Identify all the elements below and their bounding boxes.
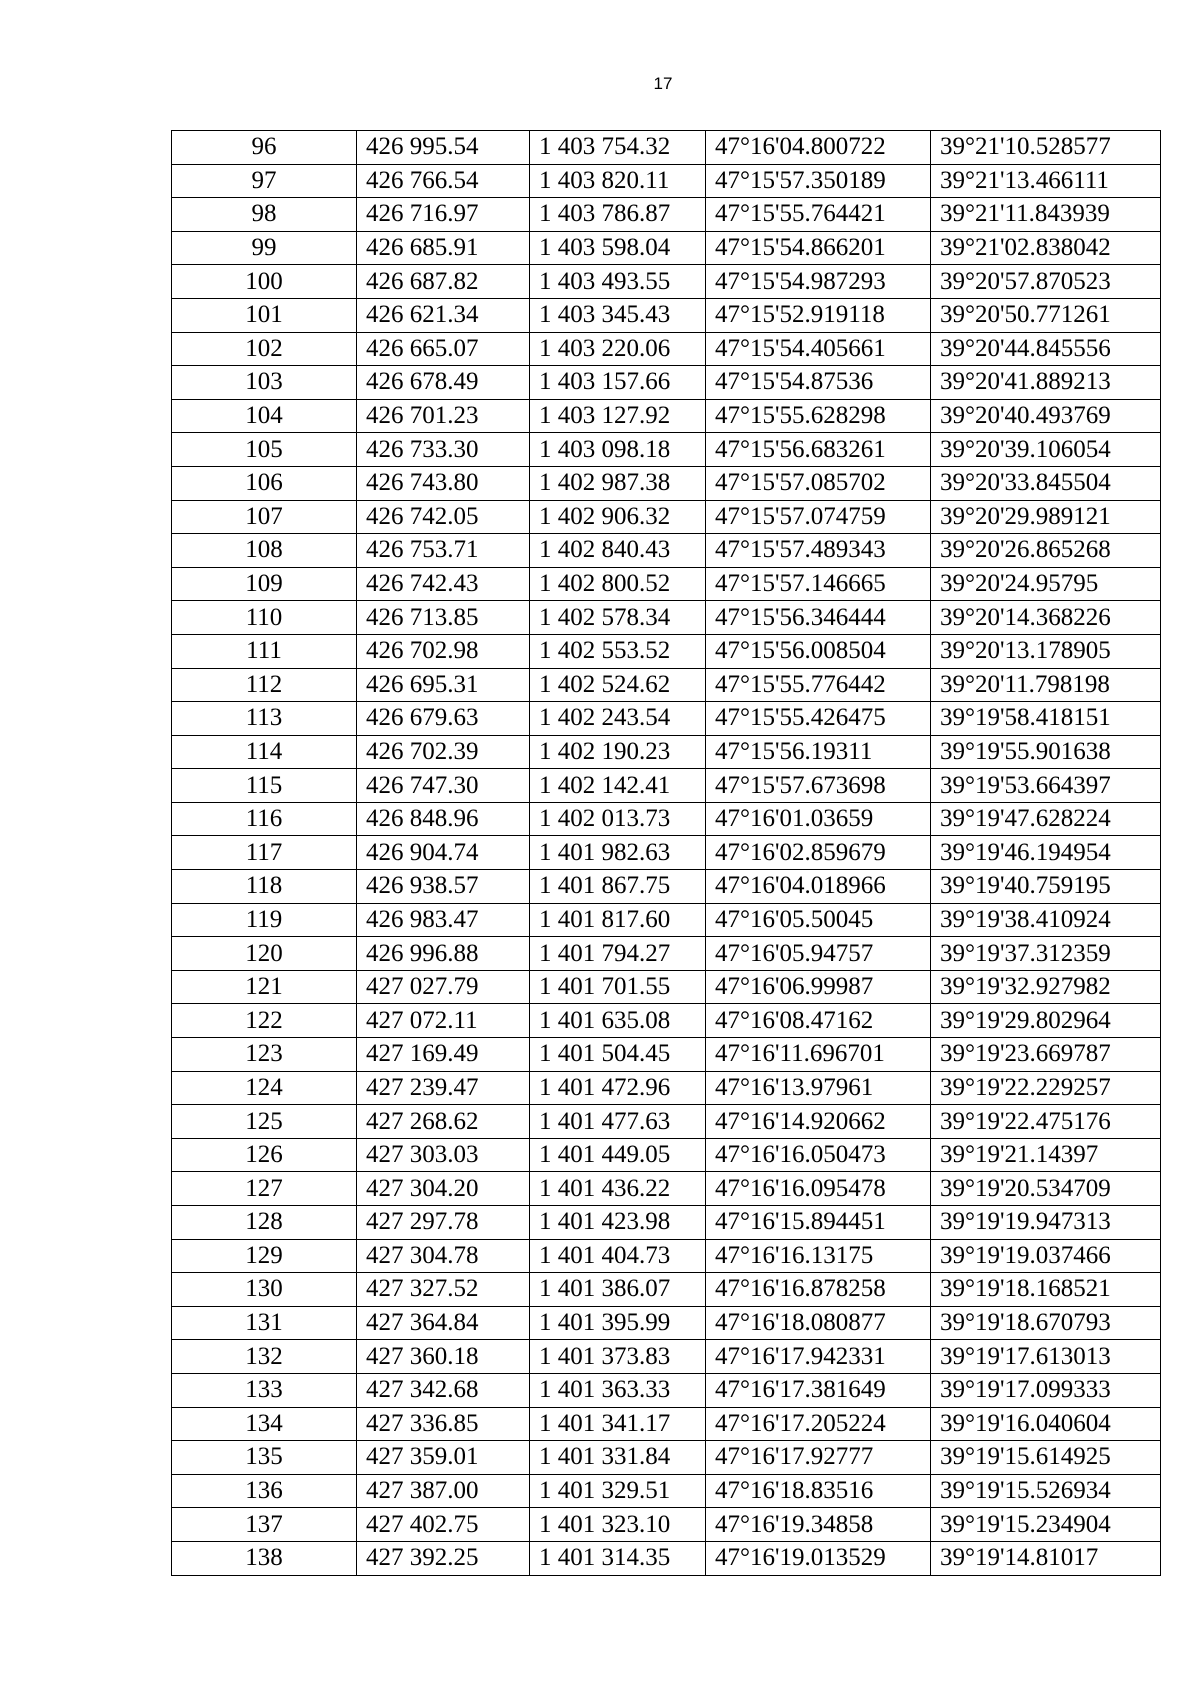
point-number-cell: 114 xyxy=(172,735,357,769)
table-row xyxy=(172,1071,1161,1105)
x-coordinate-cell: 427 169.49 xyxy=(357,1038,530,1072)
x-coordinate-cell: 426 743.80 xyxy=(357,466,530,500)
x-coordinate-cell: 427 392.25 xyxy=(357,1541,530,1575)
table-row xyxy=(172,1206,1161,1240)
y-coordinate-cell: 1 402 190.23 xyxy=(530,735,706,769)
x-coordinate-cell: 427 239.47 xyxy=(357,1071,530,1105)
longitude-cell: 39°19'55.901638 xyxy=(931,735,1161,769)
latitude-cell: 47°16'05.50045 xyxy=(706,903,931,937)
table-row xyxy=(172,1508,1161,1542)
latitude-cell: 47°15'55.764421 xyxy=(706,198,931,232)
longitude-cell: 39°20'39.106054 xyxy=(931,433,1161,467)
point-number-cell: 125 xyxy=(172,1105,357,1139)
longitude-cell: 39°21'13.466111 xyxy=(931,164,1161,198)
latitude-cell: 47°15'56.19311 xyxy=(706,735,931,769)
point-number-cell: 113 xyxy=(172,702,357,736)
y-coordinate-cell: 1 402 987.38 xyxy=(530,466,706,500)
x-coordinate-cell: 426 742.05 xyxy=(357,500,530,534)
point-number-cell: 96 xyxy=(172,131,357,165)
x-coordinate-cell: 426 848.96 xyxy=(357,802,530,836)
point-number-cell: 124 xyxy=(172,1071,357,1105)
longitude-cell: 39°19'37.312359 xyxy=(931,937,1161,971)
table-row xyxy=(172,131,1161,165)
y-coordinate-cell: 1 403 786.87 xyxy=(530,198,706,232)
x-coordinate-cell: 426 983.47 xyxy=(357,903,530,937)
latitude-cell: 47°15'57.146665 xyxy=(706,567,931,601)
y-coordinate-cell: 1 401 701.55 xyxy=(530,970,706,1004)
x-coordinate-cell: 427 297.78 xyxy=(357,1206,530,1240)
y-coordinate-cell: 1 401 867.75 xyxy=(530,870,706,904)
x-coordinate-cell: 426 747.30 xyxy=(357,769,530,803)
x-coordinate-cell: 427 342.68 xyxy=(357,1373,530,1407)
longitude-cell: 39°19'58.418151 xyxy=(931,702,1161,736)
table-row xyxy=(172,1004,1161,1038)
x-coordinate-cell: 426 766.54 xyxy=(357,164,530,198)
table-row xyxy=(172,298,1161,332)
latitude-cell: 47°16'08.47162 xyxy=(706,1004,931,1038)
latitude-cell: 47°16'14.920662 xyxy=(706,1105,931,1139)
point-number-cell: 105 xyxy=(172,433,357,467)
x-coordinate-cell: 427 359.01 xyxy=(357,1441,530,1475)
table-row xyxy=(172,500,1161,534)
latitude-cell: 47°15'56.683261 xyxy=(706,433,931,467)
x-coordinate-cell: 426 621.34 xyxy=(357,298,530,332)
latitude-cell: 47°15'55.426475 xyxy=(706,702,931,736)
longitude-cell: 39°19'21.14397 xyxy=(931,1138,1161,1172)
point-number-cell: 97 xyxy=(172,164,357,198)
latitude-cell: 47°16'06.99987 xyxy=(706,970,931,1004)
table-row xyxy=(172,970,1161,1004)
longitude-cell: 39°19'16.040604 xyxy=(931,1407,1161,1441)
y-coordinate-cell: 1 401 386.07 xyxy=(530,1273,706,1307)
y-coordinate-cell: 1 402 906.32 xyxy=(530,500,706,534)
point-number-cell: 127 xyxy=(172,1172,357,1206)
point-number-cell: 132 xyxy=(172,1340,357,1374)
x-coordinate-cell: 426 678.49 xyxy=(357,366,530,400)
x-coordinate-cell: 427 387.00 xyxy=(357,1474,530,1508)
y-coordinate-cell: 1 401 329.51 xyxy=(530,1474,706,1508)
longitude-cell: 39°19'22.475176 xyxy=(931,1105,1161,1139)
page-number: 17 xyxy=(653,74,673,93)
x-coordinate-cell: 426 687.82 xyxy=(357,265,530,299)
longitude-cell: 39°19'18.670793 xyxy=(931,1306,1161,1340)
table-row xyxy=(172,937,1161,971)
latitude-cell: 47°16'17.205224 xyxy=(706,1407,931,1441)
table-row xyxy=(172,466,1161,500)
longitude-cell: 39°19'15.526934 xyxy=(931,1474,1161,1508)
latitude-cell: 47°15'56.346444 xyxy=(706,601,931,635)
y-coordinate-cell: 1 401 323.10 xyxy=(530,1508,706,1542)
point-number-cell: 102 xyxy=(172,332,357,366)
x-coordinate-cell: 427 303.03 xyxy=(357,1138,530,1172)
point-number-cell: 116 xyxy=(172,802,357,836)
longitude-cell: 39°20'29.989121 xyxy=(931,500,1161,534)
table-row xyxy=(172,433,1161,467)
table-row xyxy=(172,601,1161,635)
latitude-cell: 47°15'52.919118 xyxy=(706,298,931,332)
table-row xyxy=(172,1407,1161,1441)
y-coordinate-cell: 1 401 477.63 xyxy=(530,1105,706,1139)
x-coordinate-cell: 426 716.97 xyxy=(357,198,530,232)
latitude-cell: 47°15'54.987293 xyxy=(706,265,931,299)
table-row xyxy=(172,1239,1161,1273)
point-number-cell: 100 xyxy=(172,265,357,299)
longitude-cell: 39°19'19.947313 xyxy=(931,1206,1161,1240)
longitude-cell: 39°21'10.528577 xyxy=(931,131,1161,165)
y-coordinate-cell: 1 401 635.08 xyxy=(530,1004,706,1038)
x-coordinate-cell: 426 733.30 xyxy=(357,433,530,467)
x-coordinate-cell: 427 072.11 xyxy=(357,1004,530,1038)
table-row xyxy=(172,231,1161,265)
point-number-cell: 110 xyxy=(172,601,357,635)
longitude-cell: 39°19'23.669787 xyxy=(931,1038,1161,1072)
x-coordinate-cell: 427 360.18 xyxy=(357,1340,530,1374)
y-coordinate-cell: 1 402 578.34 xyxy=(530,601,706,635)
table-row xyxy=(172,1105,1161,1139)
longitude-cell: 39°20'57.870523 xyxy=(931,265,1161,299)
latitude-cell: 47°15'54.866201 xyxy=(706,231,931,265)
point-number-cell: 98 xyxy=(172,198,357,232)
table-row xyxy=(172,1038,1161,1072)
latitude-cell: 47°16'17.942331 xyxy=(706,1340,931,1374)
point-number-cell: 126 xyxy=(172,1138,357,1172)
table-row xyxy=(172,903,1161,937)
x-coordinate-cell: 426 995.54 xyxy=(357,131,530,165)
table-row xyxy=(172,1138,1161,1172)
latitude-cell: 47°16'18.83516 xyxy=(706,1474,931,1508)
longitude-cell: 39°19'40.759195 xyxy=(931,870,1161,904)
y-coordinate-cell: 1 401 363.33 xyxy=(530,1373,706,1407)
x-coordinate-cell: 427 268.62 xyxy=(357,1105,530,1139)
y-coordinate-cell: 1 403 493.55 xyxy=(530,265,706,299)
y-coordinate-cell: 1 402 142.41 xyxy=(530,769,706,803)
point-number-cell: 122 xyxy=(172,1004,357,1038)
table-row xyxy=(172,836,1161,870)
point-number-cell: 112 xyxy=(172,668,357,702)
x-coordinate-cell: 426 904.74 xyxy=(357,836,530,870)
y-coordinate-cell: 1 401 817.60 xyxy=(530,903,706,937)
longitude-cell: 39°20'44.845556 xyxy=(931,332,1161,366)
point-number-cell: 109 xyxy=(172,567,357,601)
x-coordinate-cell: 427 304.78 xyxy=(357,1239,530,1273)
x-coordinate-cell: 426 938.57 xyxy=(357,870,530,904)
longitude-cell: 39°19'38.410924 xyxy=(931,903,1161,937)
table-row xyxy=(172,802,1161,836)
x-coordinate-cell: 426 702.98 xyxy=(357,634,530,668)
table-row xyxy=(172,634,1161,668)
latitude-cell: 47°15'57.350189 xyxy=(706,164,931,198)
y-coordinate-cell: 1 401 504.45 xyxy=(530,1038,706,1072)
latitude-cell: 47°15'57.673698 xyxy=(706,769,931,803)
latitude-cell: 47°16'01.03659 xyxy=(706,802,931,836)
coordinates-table-body xyxy=(172,131,1161,1576)
longitude-cell: 39°19'46.194954 xyxy=(931,836,1161,870)
x-coordinate-cell: 427 327.52 xyxy=(357,1273,530,1307)
y-coordinate-cell: 1 403 127.92 xyxy=(530,399,706,433)
latitude-cell: 47°15'54.87536 xyxy=(706,366,931,400)
x-coordinate-cell: 427 402.75 xyxy=(357,1508,530,1542)
y-coordinate-cell: 1 402 800.52 xyxy=(530,567,706,601)
table-row xyxy=(172,198,1161,232)
x-coordinate-cell: 426 742.43 xyxy=(357,567,530,601)
y-coordinate-cell: 1 401 314.35 xyxy=(530,1541,706,1575)
x-coordinate-cell: 426 996.88 xyxy=(357,937,530,971)
point-number-cell: 133 xyxy=(172,1373,357,1407)
y-coordinate-cell: 1 403 820.11 xyxy=(530,164,706,198)
point-number-cell: 118 xyxy=(172,870,357,904)
latitude-cell: 47°16'19.013529 xyxy=(706,1541,931,1575)
point-number-cell: 120 xyxy=(172,937,357,971)
table-row xyxy=(172,366,1161,400)
point-number-cell: 119 xyxy=(172,903,357,937)
latitude-cell: 47°16'17.381649 xyxy=(706,1373,931,1407)
longitude-cell: 39°21'11.843939 xyxy=(931,198,1161,232)
y-coordinate-cell: 1 402 524.62 xyxy=(530,668,706,702)
table-row xyxy=(172,164,1161,198)
point-number-cell: 99 xyxy=(172,231,357,265)
point-number-cell: 136 xyxy=(172,1474,357,1508)
table-row xyxy=(172,870,1161,904)
longitude-cell: 39°21'02.838042 xyxy=(931,231,1161,265)
y-coordinate-cell: 1 402 243.54 xyxy=(530,702,706,736)
table-row xyxy=(172,399,1161,433)
table-row xyxy=(172,1373,1161,1407)
longitude-cell: 39°19'17.099333 xyxy=(931,1373,1161,1407)
longitude-cell: 39°20'50.771261 xyxy=(931,298,1161,332)
latitude-cell: 47°15'57.085702 xyxy=(706,466,931,500)
y-coordinate-cell: 1 403 754.32 xyxy=(530,131,706,165)
longitude-cell: 39°20'40.493769 xyxy=(931,399,1161,433)
x-coordinate-cell: 426 702.39 xyxy=(357,735,530,769)
latitude-cell: 47°15'56.008504 xyxy=(706,634,931,668)
latitude-cell: 47°16'16.095478 xyxy=(706,1172,931,1206)
point-number-cell: 104 xyxy=(172,399,357,433)
y-coordinate-cell: 1 401 449.05 xyxy=(530,1138,706,1172)
latitude-cell: 47°16'05.94757 xyxy=(706,937,931,971)
latitude-cell: 47°15'57.074759 xyxy=(706,500,931,534)
latitude-cell: 47°16'11.696701 xyxy=(706,1038,931,1072)
y-coordinate-cell: 1 402 553.52 xyxy=(530,634,706,668)
point-number-cell: 130 xyxy=(172,1273,357,1307)
table-row xyxy=(172,735,1161,769)
longitude-cell: 39°20'24.95795 xyxy=(931,567,1161,601)
coordinates-table xyxy=(171,130,1161,1576)
point-number-cell: 135 xyxy=(172,1441,357,1475)
y-coordinate-cell: 1 401 982.63 xyxy=(530,836,706,870)
x-coordinate-cell: 426 695.31 xyxy=(357,668,530,702)
point-number-cell: 137 xyxy=(172,1508,357,1542)
longitude-cell: 39°19'17.613013 xyxy=(931,1340,1161,1374)
point-number-cell: 106 xyxy=(172,466,357,500)
latitude-cell: 47°16'15.894451 xyxy=(706,1206,931,1240)
longitude-cell: 39°19'14.81017 xyxy=(931,1541,1161,1575)
x-coordinate-cell: 426 679.63 xyxy=(357,702,530,736)
point-number-cell: 115 xyxy=(172,769,357,803)
table-row xyxy=(172,1273,1161,1307)
longitude-cell: 39°20'14.368226 xyxy=(931,601,1161,635)
longitude-cell: 39°20'11.798198 xyxy=(931,668,1161,702)
latitude-cell: 47°16'16.050473 xyxy=(706,1138,931,1172)
longitude-cell: 39°19'22.229257 xyxy=(931,1071,1161,1105)
latitude-cell: 47°16'18.080877 xyxy=(706,1306,931,1340)
x-coordinate-cell: 427 027.79 xyxy=(357,970,530,1004)
point-number-cell: 101 xyxy=(172,298,357,332)
longitude-cell: 39°19'29.802964 xyxy=(931,1004,1161,1038)
table-row xyxy=(172,1306,1161,1340)
x-coordinate-cell: 426 665.07 xyxy=(357,332,530,366)
table-row xyxy=(172,1340,1161,1374)
y-coordinate-cell: 1 402 013.73 xyxy=(530,802,706,836)
point-number-cell: 129 xyxy=(172,1239,357,1273)
x-coordinate-cell: 427 336.85 xyxy=(357,1407,530,1441)
longitude-cell: 39°20'26.865268 xyxy=(931,534,1161,568)
latitude-cell: 47°16'04.800722 xyxy=(706,131,931,165)
point-number-cell: 131 xyxy=(172,1306,357,1340)
longitude-cell: 39°19'15.614925 xyxy=(931,1441,1161,1475)
y-coordinate-cell: 1 403 598.04 xyxy=(530,231,706,265)
y-coordinate-cell: 1 401 373.83 xyxy=(530,1340,706,1374)
longitude-cell: 39°19'53.664397 xyxy=(931,769,1161,803)
latitude-cell: 47°16'04.018966 xyxy=(706,870,931,904)
x-coordinate-cell: 426 753.71 xyxy=(357,534,530,568)
longitude-cell: 39°19'20.534709 xyxy=(931,1172,1161,1206)
y-coordinate-cell: 1 401 472.96 xyxy=(530,1071,706,1105)
table-row xyxy=(172,702,1161,736)
y-coordinate-cell: 1 401 404.73 xyxy=(530,1239,706,1273)
table-row xyxy=(172,1474,1161,1508)
longitude-cell: 39°19'19.037466 xyxy=(931,1239,1161,1273)
point-number-cell: 134 xyxy=(172,1407,357,1441)
latitude-cell: 47°16'13.97961 xyxy=(706,1071,931,1105)
y-coordinate-cell: 1 401 395.99 xyxy=(530,1306,706,1340)
y-coordinate-cell: 1 401 794.27 xyxy=(530,937,706,971)
x-coordinate-cell: 427 364.84 xyxy=(357,1306,530,1340)
table-row xyxy=(172,534,1161,568)
point-number-cell: 128 xyxy=(172,1206,357,1240)
latitude-cell: 47°16'02.859679 xyxy=(706,836,931,870)
point-number-cell: 117 xyxy=(172,836,357,870)
latitude-cell: 47°15'55.628298 xyxy=(706,399,931,433)
y-coordinate-cell: 1 401 331.84 xyxy=(530,1441,706,1475)
y-coordinate-cell: 1 403 098.18 xyxy=(530,433,706,467)
x-coordinate-cell: 426 701.23 xyxy=(357,399,530,433)
x-coordinate-cell: 426 713.85 xyxy=(357,601,530,635)
longitude-cell: 39°20'41.889213 xyxy=(931,366,1161,400)
table-row xyxy=(172,769,1161,803)
latitude-cell: 47°16'19.34858 xyxy=(706,1508,931,1542)
table-row xyxy=(172,1172,1161,1206)
longitude-cell: 39°19'32.927982 xyxy=(931,970,1161,1004)
latitude-cell: 47°16'17.92777 xyxy=(706,1441,931,1475)
point-number-cell: 108 xyxy=(172,534,357,568)
point-number-cell: 123 xyxy=(172,1038,357,1072)
y-coordinate-cell: 1 403 220.06 xyxy=(530,332,706,366)
longitude-cell: 39°20'13.178905 xyxy=(931,634,1161,668)
y-coordinate-cell: 1 401 423.98 xyxy=(530,1206,706,1240)
latitude-cell: 47°16'16.878258 xyxy=(706,1273,931,1307)
point-number-cell: 107 xyxy=(172,500,357,534)
latitude-cell: 47°15'54.405661 xyxy=(706,332,931,366)
table-row xyxy=(172,332,1161,366)
table-row xyxy=(172,1541,1161,1575)
longitude-cell: 39°19'15.234904 xyxy=(931,1508,1161,1542)
latitude-cell: 47°16'16.13175 xyxy=(706,1239,931,1273)
y-coordinate-cell: 1 402 840.43 xyxy=(530,534,706,568)
point-number-cell: 103 xyxy=(172,366,357,400)
y-coordinate-cell: 1 401 341.17 xyxy=(530,1407,706,1441)
table-row xyxy=(172,567,1161,601)
table-row xyxy=(172,265,1161,299)
latitude-cell: 47°15'55.776442 xyxy=(706,668,931,702)
point-number-cell: 138 xyxy=(172,1541,357,1575)
longitude-cell: 39°20'33.845504 xyxy=(931,466,1161,500)
table-row xyxy=(172,668,1161,702)
longitude-cell: 39°19'47.628224 xyxy=(931,802,1161,836)
table-row xyxy=(172,1441,1161,1475)
x-coordinate-cell: 426 685.91 xyxy=(357,231,530,265)
point-number-cell: 111 xyxy=(172,634,357,668)
x-coordinate-cell: 427 304.20 xyxy=(357,1172,530,1206)
latitude-cell: 47°15'57.489343 xyxy=(706,534,931,568)
point-number-cell: 121 xyxy=(172,970,357,1004)
y-coordinate-cell: 1 403 345.43 xyxy=(530,298,706,332)
y-coordinate-cell: 1 403 157.66 xyxy=(530,366,706,400)
y-coordinate-cell: 1 401 436.22 xyxy=(530,1172,706,1206)
longitude-cell: 39°19'18.168521 xyxy=(931,1273,1161,1307)
